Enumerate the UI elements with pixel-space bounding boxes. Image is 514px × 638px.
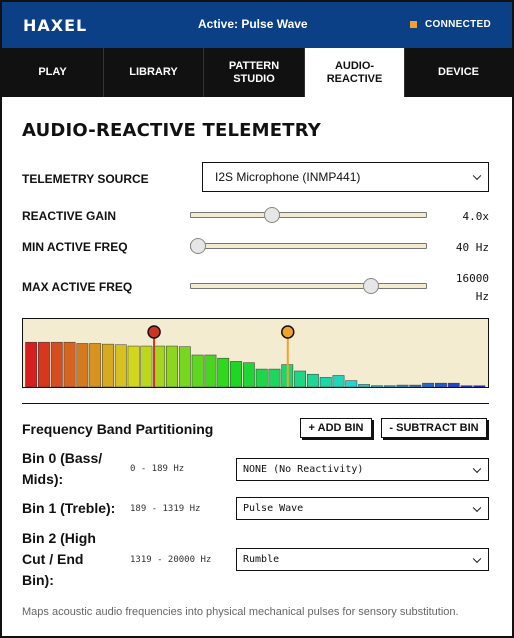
spectrum-bar <box>371 386 382 387</box>
spectrum-bar <box>141 346 152 387</box>
add-bin-button[interactable]: + ADD BIN <box>300 418 372 438</box>
tab-library[interactable]: LIBRARY <box>104 48 204 97</box>
spectrum-bar <box>205 355 216 387</box>
spectrum-bar <box>474 386 485 387</box>
max-freq-thumb[interactable] <box>363 278 379 294</box>
spectrum-bar <box>166 346 177 387</box>
status-dot-icon <box>410 21 417 28</box>
chevron-down-icon <box>473 172 481 180</box>
spectrum-bar <box>218 358 229 387</box>
spectrum-bar <box>102 344 113 387</box>
footnote: Maps acoustic audio frequencies into physical mechanical pulses for sensory substitution. <box>22 606 459 618</box>
spectrum-bar <box>410 385 421 387</box>
spectrum-bar <box>461 386 472 387</box>
bin-1-range: 189 - 1319 Hz <box>130 504 201 514</box>
min-freq-slider[interactable] <box>190 243 427 249</box>
spectrum-bar <box>154 346 165 387</box>
bin-2-range: 1319 - 20000 Hz <box>130 555 212 565</box>
connection-status <box>410 19 491 30</box>
min-freq-value: 40 Hz <box>455 241 489 254</box>
divider <box>22 403 489 404</box>
spectrum-bar <box>26 342 37 387</box>
bin-1-label <box>22 498 115 519</box>
spectrum-bar <box>320 377 331 387</box>
bin-cutoff-handle[interactable] <box>148 326 160 338</box>
spectrum-bar <box>256 369 267 387</box>
bin-0-label <box>22 448 102 490</box>
min-freq-thumb[interactable] <box>190 238 206 254</box>
tab-bar <box>2 48 512 97</box>
spectrum-chart <box>23 319 488 387</box>
subtract-bin-button[interactable]: - SUBTRACT BIN <box>381 418 487 438</box>
active-pattern-label: Active: Pulse Wave <box>198 17 308 31</box>
bin-2-label-line3: Bin): <box>22 572 54 588</box>
spectrum-bar <box>358 384 369 387</box>
spectrum-bar <box>384 386 395 387</box>
spectrum-bar <box>269 369 280 387</box>
bin-2-label <box>22 528 96 591</box>
telemetry-source-label: TELEMETRY SOURCE <box>22 172 149 186</box>
bin-0-pattern-select[interactable] <box>236 458 489 481</box>
chevron-down-icon <box>473 554 481 562</box>
spectrum-bar <box>64 342 75 387</box>
reactive-gain-value: 4.0x <box>462 210 489 223</box>
min-freq-label: MIN ACTIVE FREQ <box>22 240 128 254</box>
top-bar <box>2 2 512 48</box>
bin-0-range: 0 - 189 Hz <box>130 464 185 474</box>
telemetry-source-value: I2S Microphone (INMP441) <box>215 170 361 184</box>
spectrum-bar <box>51 342 62 387</box>
bin-2-pattern-value: Rumble <box>243 554 280 565</box>
spectrum-visualizer <box>22 318 489 388</box>
spectrum-bar <box>179 347 190 387</box>
bin-0-pattern-value: NONE (No Reactivity) <box>243 464 364 475</box>
bin-1-pattern-select[interactable] <box>236 497 489 520</box>
bin-0-label-line2: Mids): <box>22 471 64 487</box>
spectrum-bar <box>230 361 241 387</box>
spectrum-bar <box>243 363 254 387</box>
bin-1-pattern-value: Pulse Wave <box>243 503 304 514</box>
reactive-gain-label: REACTIVE GAIN <box>22 209 117 223</box>
bin-cutoff-handle[interactable] <box>282 326 294 338</box>
spectrum-bar <box>346 381 357 387</box>
bin-2-label-line2: Cut / End <box>22 551 84 567</box>
tab-device[interactable]: DEVICE <box>438 66 479 78</box>
max-freq-unit: Hz <box>475 290 489 303</box>
spectrum-bar <box>448 383 459 387</box>
spectrum-bar <box>294 371 305 387</box>
reactive-gain-thumb[interactable] <box>264 207 280 223</box>
spectrum-bar <box>38 342 49 387</box>
tab-pattern-studio[interactable]: PATTERN STUDIO <box>204 48 305 97</box>
spectrum-bar <box>333 375 344 387</box>
brand-logo: HAXEL <box>23 16 88 35</box>
max-freq-label: MAX ACTIVE FREQ <box>22 280 133 294</box>
reactive-gain-slider[interactable] <box>190 212 427 218</box>
tab-play[interactable]: PLAY <box>2 48 104 97</box>
spectrum-bar <box>397 385 408 387</box>
bin-1-label-line1: Bin 1 (Treble): <box>22 500 116 516</box>
max-freq-value: 16000 <box>455 272 489 285</box>
page-title: AUDIO-REACTIVE TELEMETRY <box>22 120 322 141</box>
bin-2-pattern-select[interactable] <box>236 548 489 571</box>
telemetry-source-select[interactable] <box>202 162 489 192</box>
spectrum-bar <box>307 374 318 387</box>
spectrum-bar <box>435 383 446 387</box>
tab-audio-reactive[interactable]: AUDIO-REACTIVE <box>305 48 405 97</box>
spectrum-bar <box>128 346 139 387</box>
spectrum-bar <box>192 355 203 387</box>
chevron-down-icon <box>473 503 481 511</box>
spectrum-bar <box>77 343 88 387</box>
spectrum-bar <box>90 343 101 387</box>
bin-0-label-line1: Bin 0 (Bass/ <box>22 450 103 466</box>
bin-2-label-line1: Bin 2 (High <box>22 530 96 546</box>
chevron-down-icon <box>473 464 481 472</box>
connection-status-text: CONNECTED <box>425 19 492 30</box>
spectrum-bar <box>115 345 126 387</box>
band-partitioning-title: Frequency Band Partitioning <box>22 421 214 437</box>
max-freq-slider[interactable] <box>190 283 427 289</box>
spectrum-bar <box>422 383 433 387</box>
